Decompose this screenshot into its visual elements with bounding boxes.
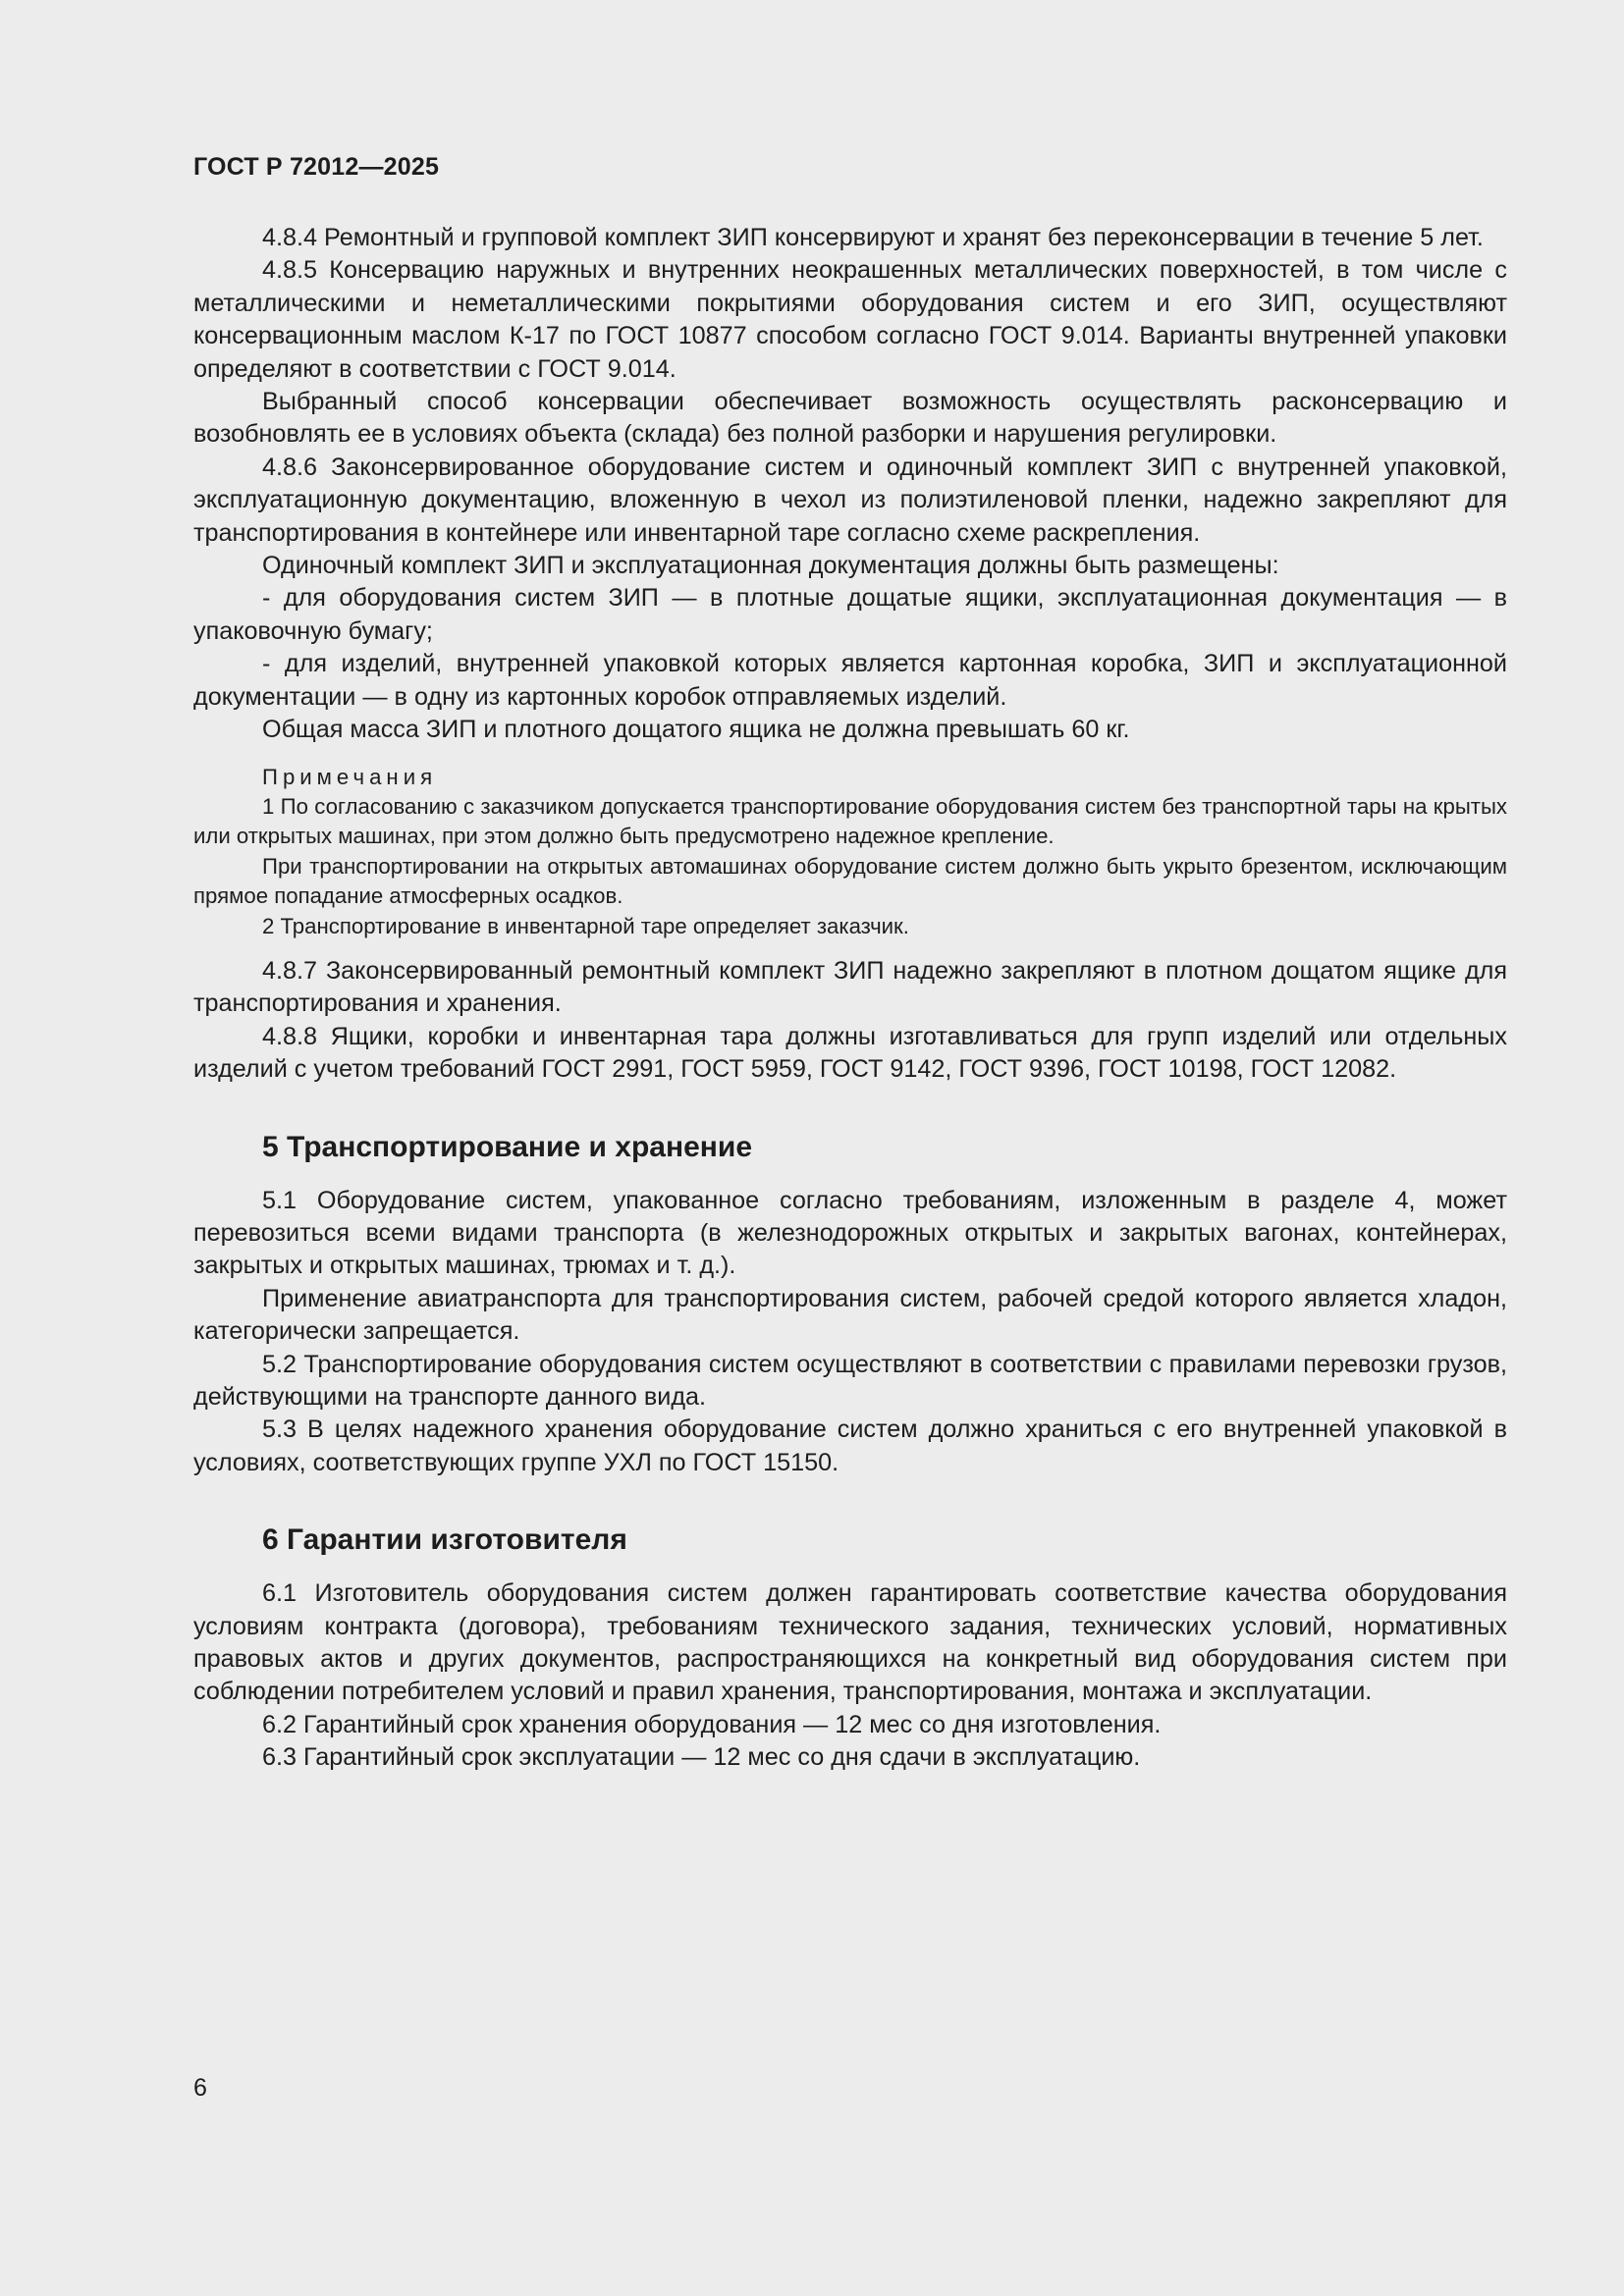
paragraph-4-8-6: 4.8.6 Законсервированное оборудование систем и одиночный комплект ЗИП с внутренней упаковкой, эксплуатационную документацию, вложенную в чехол из полиэтиленовой пленки, надежно закрепляют для транспортирования в контейнере или инвентарной таре согласно схеме раскрепления. [193, 453, 1507, 547]
paragraph-5-1: 5.1 Оборудование систем, упакованное согласно требованиям, изложенным в разделе 4, может перевозиться всеми видами транспорта (в железнодорожных открытых и закрытых вагонах, контейнерах, закрытых и открытых машинах, трюмах и т. д.). [193, 1186, 1507, 1280]
standard-designation: ГОСТ Р 72012—2025 [193, 153, 440, 181]
paragraph-air-transport: Применение авиатранспорта для транспортирования систем, рабочей средой которого является хладон, категорически запрещается. [193, 1284, 1507, 1346]
paragraph-6-3: 6.3 Гарантийный срок эксплуатации — 12 мес со дня сдачи в эксплуатацию. [262, 1743, 1141, 1772]
paragraph-5-2: 5.2 Транспортирование оборудования систем осуществляют в соответствии с правилами перевозки грузов, действующими на транспорте данного вида. [193, 1350, 1507, 1411]
notes-title: Примечания [262, 764, 438, 789]
paragraph-4-8-4: 4.8.4 Ремонтный и групповой комплект ЗИП консервируют и хранят без переконсервации в течение 5 лет. [262, 224, 1484, 251]
paragraph-6-1: 6.1 Изготовитель оборудования систем должен гарантировать соответствие качества оборудования условиям контракта (договора), требованиям технического задания, технических условий, нормативных правовых актов и других документов, распространяющихся на конкретный вид оборудования систем при соблюдении потребителем условий и правил хранения, транспортирования, монтажа и эксплуатации. [193, 1579, 1507, 1706]
paragraph-preservation-method: Выбранный способ консервации обеспечивает возможность осуществлять расконсервацию и возобновлять ее в условиях объекта (склада) без полной разборки и нарушения регулировки. [193, 388, 1507, 449]
paragraph-4-8-5: 4.8.5 Консервацию наружных и внутренних неокрашенных металлических поверхностей, в том числе с металлическими и неметаллическими покрытиями оборудования систем и его ЗИП, осуществляют консервационным маслом К-17 по ГОСТ 10877 способом согласно ГОСТ 9.014. Варианты внутренней упаковки определяют в соответствии с ГОСТ 9.014. [193, 256, 1507, 383]
paragraph-placement-intro: Одиночный комплект ЗИП и эксплуатационная документация должны быть размещены: [262, 552, 1279, 580]
list-item-equipment-zip: - для оборудования систем ЗИП — в плотные дощатые ящики, эксплуатационная документация — в упаковочную бумагу; [193, 584, 1507, 645]
note-2: 2 Транспортирование в инвентарной таре определяет заказчик. [262, 913, 909, 938]
page-body [193, 222, 1507, 1775]
section-heading-6: 6 Гарантии изготовителя [262, 1523, 627, 1557]
page-number: 6 [193, 2074, 207, 2102]
paragraph-total-mass: Общая масса ЗИП и плотного дощатого ящика не должна превышать 60 кг. [262, 716, 1130, 744]
list-item-products-cardboard: - для изделий, внутренней упаковкой которых является картонная коробка, ЗИП и эксплуатационной документации — в одну из картонных коробок отправляемых изделий. [193, 650, 1507, 711]
paragraph-4-8-8: 4.8.8 Ящики, коробки и инвентарная тара должны изготавливаться для групп изделий или отдельных изделий с учетом требований ГОСТ 2991, ГОСТ 5959, ГОСТ 9142, ГОСТ 9396, ГОСТ 10198, ГОСТ 12082. [193, 1022, 1507, 1084]
section-heading-5: 5 Транспортирование и хранение [262, 1130, 753, 1163]
note-1: 1 По согласованию с заказчиком допускается транспортирование оборудования систем без транспортной тары на крытых или открытых машинах, при этом должно быть предусмотрено надежное крепление. [193, 793, 1507, 849]
paragraph-5-3: 5.3 В целях надежного хранения оборудование систем должно храниться с его внутренней упаковкой в условиях, соответствующих группе УХЛ по ГОСТ 15150. [193, 1415, 1507, 1476]
notes-block [193, 763, 1507, 941]
paragraph-6-2: 6.2 Гарантийный срок хранения оборудования — 12 мес со дня изготовления. [262, 1710, 1162, 1738]
paragraph-4-8-7: 4.8.7 Законсервированный ремонтный комплект ЗИП надежно закрепляют в плотном дощатом ящике для транспортирования и хранения. [193, 956, 1507, 1018]
note-1-continued: При транспортировании на открытых автомашинах оборудование систем должно быть укрыто брезентом, исключающим прямое попадание атмосферных осадков. [193, 853, 1507, 909]
